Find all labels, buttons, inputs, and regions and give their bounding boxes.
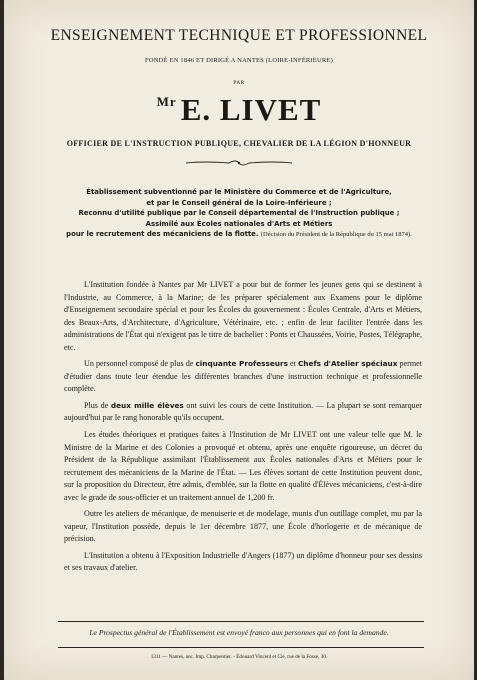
text-run: Un personnel composé de plus de [84, 359, 196, 369]
document-title: ENSEIGNEMENT TECHNIQUE ET PROFESSIONNEL [50, 27, 428, 44]
ornamental-rule [184, 158, 294, 168]
credential-line: Reconnu d'utilité publique par le Conseil départemental de l'Instruction publique ; [78, 209, 400, 218]
paragraph: Outre les ateliers de mécanique, de menuiserie et de modelage, munis d'un outillage complet, mu par la vapeur, l'Institution possède, depuis le 1er décembre 1877, une École d'horlogerie et de mécanique de précision. [64, 509, 422, 544]
name-text: E. LIVET [180, 92, 322, 127]
emphasis: Chefs d'Atelier spéciaux [297, 359, 398, 369]
director-name [4, 92, 474, 128]
document-page [4, 0, 474, 680]
credential-line: Établissement subventionné par le Ministère du Commerce et de l'Agriculture, [86, 188, 392, 196]
prospectus-note: Le Prospectus général de l'Établissement est envoyé franco aux personnes qui en font la demande. [89, 628, 389, 637]
institution-credentials [4, 187, 474, 241]
paragraph [64, 400, 422, 425]
credential-line: Assimilé aux Écoles nationales d'Arts et Métiers [145, 219, 333, 228]
decision-note: (Décision du Président de la République du 15 mai 1874). [260, 231, 412, 239]
name-prefix: Mr [156, 94, 177, 109]
divider-bottom [58, 647, 424, 648]
emphasis: cinquante Professeurs [195, 359, 288, 369]
par-label: PAR [233, 80, 245, 86]
body-text [64, 279, 422, 579]
founding-line: FONDÉ EN 1846 ET DIRIGÉ A NANTES (LOIRE-INFÉRIEURE) [145, 57, 333, 64]
printer-imprint: 1311 — Nantes, anc. Imp. Charpentier. - Édouard Vincent et Cie, rue de la Fosse, 30. [150, 654, 328, 660]
paragraph: Les études théoriques et pratiques faites à l'Institution de Mr LIVET ont une valeur telle que M. le Ministre de la Marine et des Colonies a provoqué et obtenu, après une enquête rigoureuse, un décret du Président de la République assimilant l'Établissement aux Écoles nationales d'Arts et Métiers pour le recrutement des mécaniciens de la Marine de l'État. — Les élèves sortant de cette Institution peuvent donc, sur la proposition du Directeur, être admis, d'emblée, sur la flotte en qualité d'Élèves mécaniciens, c'est-à-dire avec le grade de sous-officier et un traitement annuel de 1,200 fr. [64, 430, 422, 502]
text-run: et [287, 359, 298, 369]
credential-line: et par le Conseil général de la Loire-Inférieure ; [146, 198, 332, 207]
text-run: ont suivi les cours de cette Institution. — La plupart se sont remarquer aujourd'hui par le rang honorable qu'ils occupent. [64, 400, 422, 423]
paragraph [64, 358, 422, 396]
paragraph: L'Institution a obtenu à l'Exposition Industrielle d'Angers (1877) un diplôme d'honneur pour ses dessins et ses travaux d'atelier. [64, 550, 422, 573]
credential-text: pour le recrutement des mécaniciens de la flotte. [66, 230, 259, 239]
text-run: Plus de [84, 400, 111, 410]
divider-top [58, 621, 424, 622]
credential-line [4, 229, 474, 241]
paragraph: L'Institution fondée à Nantes par Mr LIVET a pour but de former les jeunes gens qui se destinent à l'Industrie, au Commerce, à la Marine; de les préparer spécialement aux Examens pour le diplôme d'Enseignement secondaire spécial et pour les Écoles du gouvernement : Écoles Centrale, d'Arts et Métiers, des Beaux-Arts, d'Architecture, d'Agriculture, Vétérinaire, etc. ; enfin de leur faciliter l'entrée dans les administrations de l'État qui n'exigent pas le titre de bachelier : Ponts et Chaussées, Voirie, Postes, Télégraphe, etc. [64, 280, 422, 352]
text-run: permet d'étudier dans toute leur étendue les différentes branches d'une instruction technique et professionnelle complète. [64, 359, 423, 394]
emphasis: deux mille élèves [110, 400, 184, 410]
officer-title: OFFICIER DE L'INSTRUCTION PUBLIQUE, CHEVALIER DE LA LÉGION D'HONNEUR [66, 139, 412, 148]
